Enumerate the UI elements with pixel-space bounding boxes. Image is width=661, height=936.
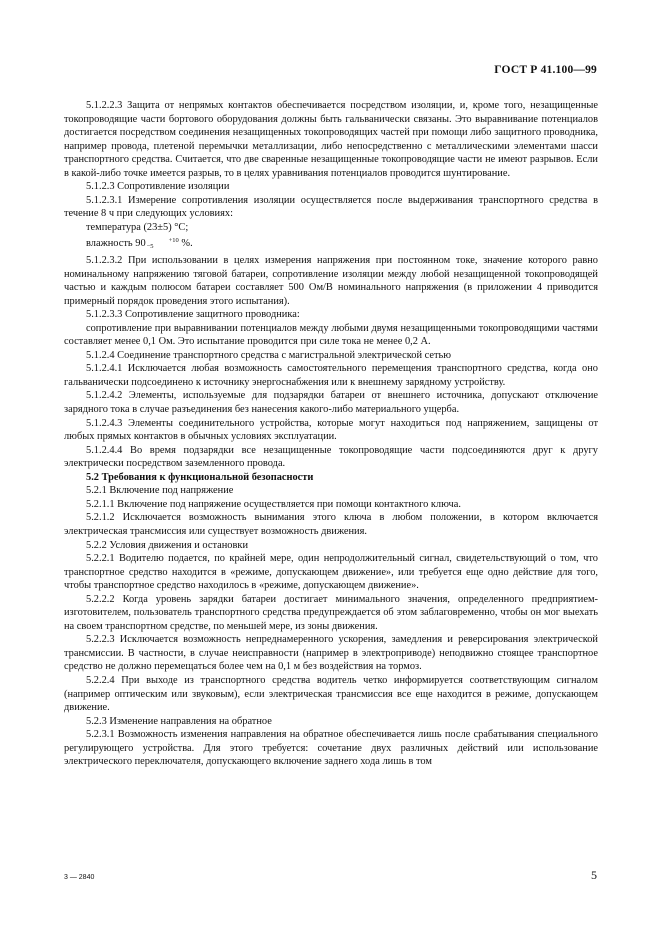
section-heading-bold: 5.2 Требования к функциональной безопасности — [86, 471, 314, 483]
condition-temperature: температура (23±5) °С; — [86, 221, 189, 233]
paragraph: 5.2.2.1 Водителю подается, по крайней мере, один непродолжительный сигнал, свидетельствующий о том, что транспортное средство находится в «режиме, допускающем движение», или требуется еще одно действие для того, чтобы транспортное средство находилось в «режиме, допускающем движение». — [64, 553, 598, 592]
condition-humidity — [64, 237, 598, 251]
paragraph: 5.1.2.3.1 Измерение сопротивления изоляции осуществляется после выдерживания транспортного средства в течение 8 ч при следующих условиях: — [64, 194, 598, 220]
section-heading: 5.2.3 Изменение направления на обратное — [86, 715, 272, 727]
humidity-tolerance-lower: −5 — [146, 243, 154, 251]
page-number: 5 — [591, 868, 597, 882]
paragraph: 5.1.2.4.1 Исключается любая возможность самостоятельного перемещения транспортного средства, когда оно гальванически подсоединено к источнику энергоснабжения или к внешнему зарядному устройству. — [64, 363, 598, 388]
paragraph: 5.1.2.4.4 Во время подзарядки все незащищенные токопроводящие части подсоединяются друг к другу электрически посредством заземленного провода. — [64, 444, 598, 470]
section-heading: 5.1.2.3.3 Сопротивление защитного проводника: — [86, 309, 300, 321]
paragraph: 5.2.1.1 Включение под напряжение осуществляется при помощи контактного ключа. — [86, 498, 461, 510]
paragraph: 5.1.2.4.3 Элементы соединительного устройства, которые могут находиться под напряжением, защищены от любых прямых контактов в обычных условиях эксплуатации. — [64, 417, 598, 443]
paragraph: 5.2.2.2 Когда уровень зарядки батареи достигает минимального значения, определенного предприятием-изготовителем, пользователь транспортного средства предупреждается об этом заблаговременно, чтобы он мог выехать на своем транспортном средстве, по меньшей мере, из зоны движения. — [64, 593, 598, 632]
paragraph: 5.2.1.2 Исключается возможность вынимания этого ключа в любом положении, в котором включается электрическая трансмиссия или существует возможность движения. — [64, 512, 598, 537]
document-header-title: ГОСТ Р 41.100—99 — [494, 64, 597, 76]
paragraph: 5.1.2.2.3 Защита от непрямых контактов обеспечивается посредством изоляции, и, кроме того, незащищенные токопроводящие части бортового оборудования должны быть гальванически связаны. Это выравнивание потенциалов достигается посредством соединения незащищенных токопроводящих частей при помощи либо защитного проводника, например провода, плетеной перемычки металлизации, либо непосредственно с металлическими элементами шасси транспортного средства. Считается, что две сваренные незащищенные токопроводящие части не имеют разрывов. Если в какой-либо точке имеется разрыв, то в целях уравнивания потенциалов проводится шунтирование. — [64, 100, 598, 179]
humidity-tolerance — [147, 238, 179, 251]
paragraph: 5.1.2.3.2 При использовании в целях измерения напряжения при постоянном токе, значение которого равно номинальному напряжению тяговой батареи, сопротивление изоляции между любой незащищенной токопроводящей частью и каждым полюсом батареи составляет 500 Ом/В номинального напряжения (в приложении 4 приводится примерный порядок проведения этого испытания). — [64, 255, 598, 307]
paragraph: сопротивление при выравнивании потенциалов между любыми двумя незащищенными токопроводящими частями составляет менее 0,1 Ом. Это испытание проводится при силе тока не менее 0,2 А. — [64, 322, 598, 348]
print-order-code: 3 — 2840 — [64, 874, 95, 881]
section-heading: 5.1.2.4 Соединение транспортного средства с магистральной электрической сетью — [86, 349, 452, 361]
humidity-unit: %. — [178, 238, 193, 250]
document-body — [64, 99, 598, 769]
paragraph: 5.1.2.4.2 Элементы, используемые для подзарядки батареи от внешнего источника, допускают отключение зарядного тока в случае разъединения без нанесения какого-либо материального ущерба. — [64, 390, 598, 416]
section-heading: 5.2.1 Включение под напряжение — [86, 485, 234, 497]
humidity-label: влажность 90 — [86, 238, 146, 250]
humidity-tolerance-upper: +10 — [168, 236, 179, 244]
paragraph: 5.2.2.4 При выходе из транспортного средства водитель четко информируется соответствующим сигналом (например оптическим или звуковым), если электрическая трансмиссия все еще находится в режиме, допускающем движение. — [64, 674, 598, 714]
section-heading: 5.2.2 Условия движения и остановки — [86, 539, 249, 551]
paragraph: 5.2.2.3 Исключается возможность непреднамеренного ускорения, замедления и реверсирования электрической трансмиссии. В частности, в случае неисправности (например в электроприводе) неподвижно стоящее транспортное средство не должно перемещаться более чем на 0,1 м без воздействия на тормоз. — [64, 634, 598, 673]
section-heading: 5.1.2.3 Сопротивление изоляции — [86, 181, 230, 193]
paragraph: 5.2.3.1 Возможность изменения направления на обратное обеспечивается лишь после срабатывания специального регулирующего устройства. Для этого требуется: сочетание двух различных действий или использование электрического переключателя, допускающего включение заднего хода лишь в том — [64, 729, 598, 768]
